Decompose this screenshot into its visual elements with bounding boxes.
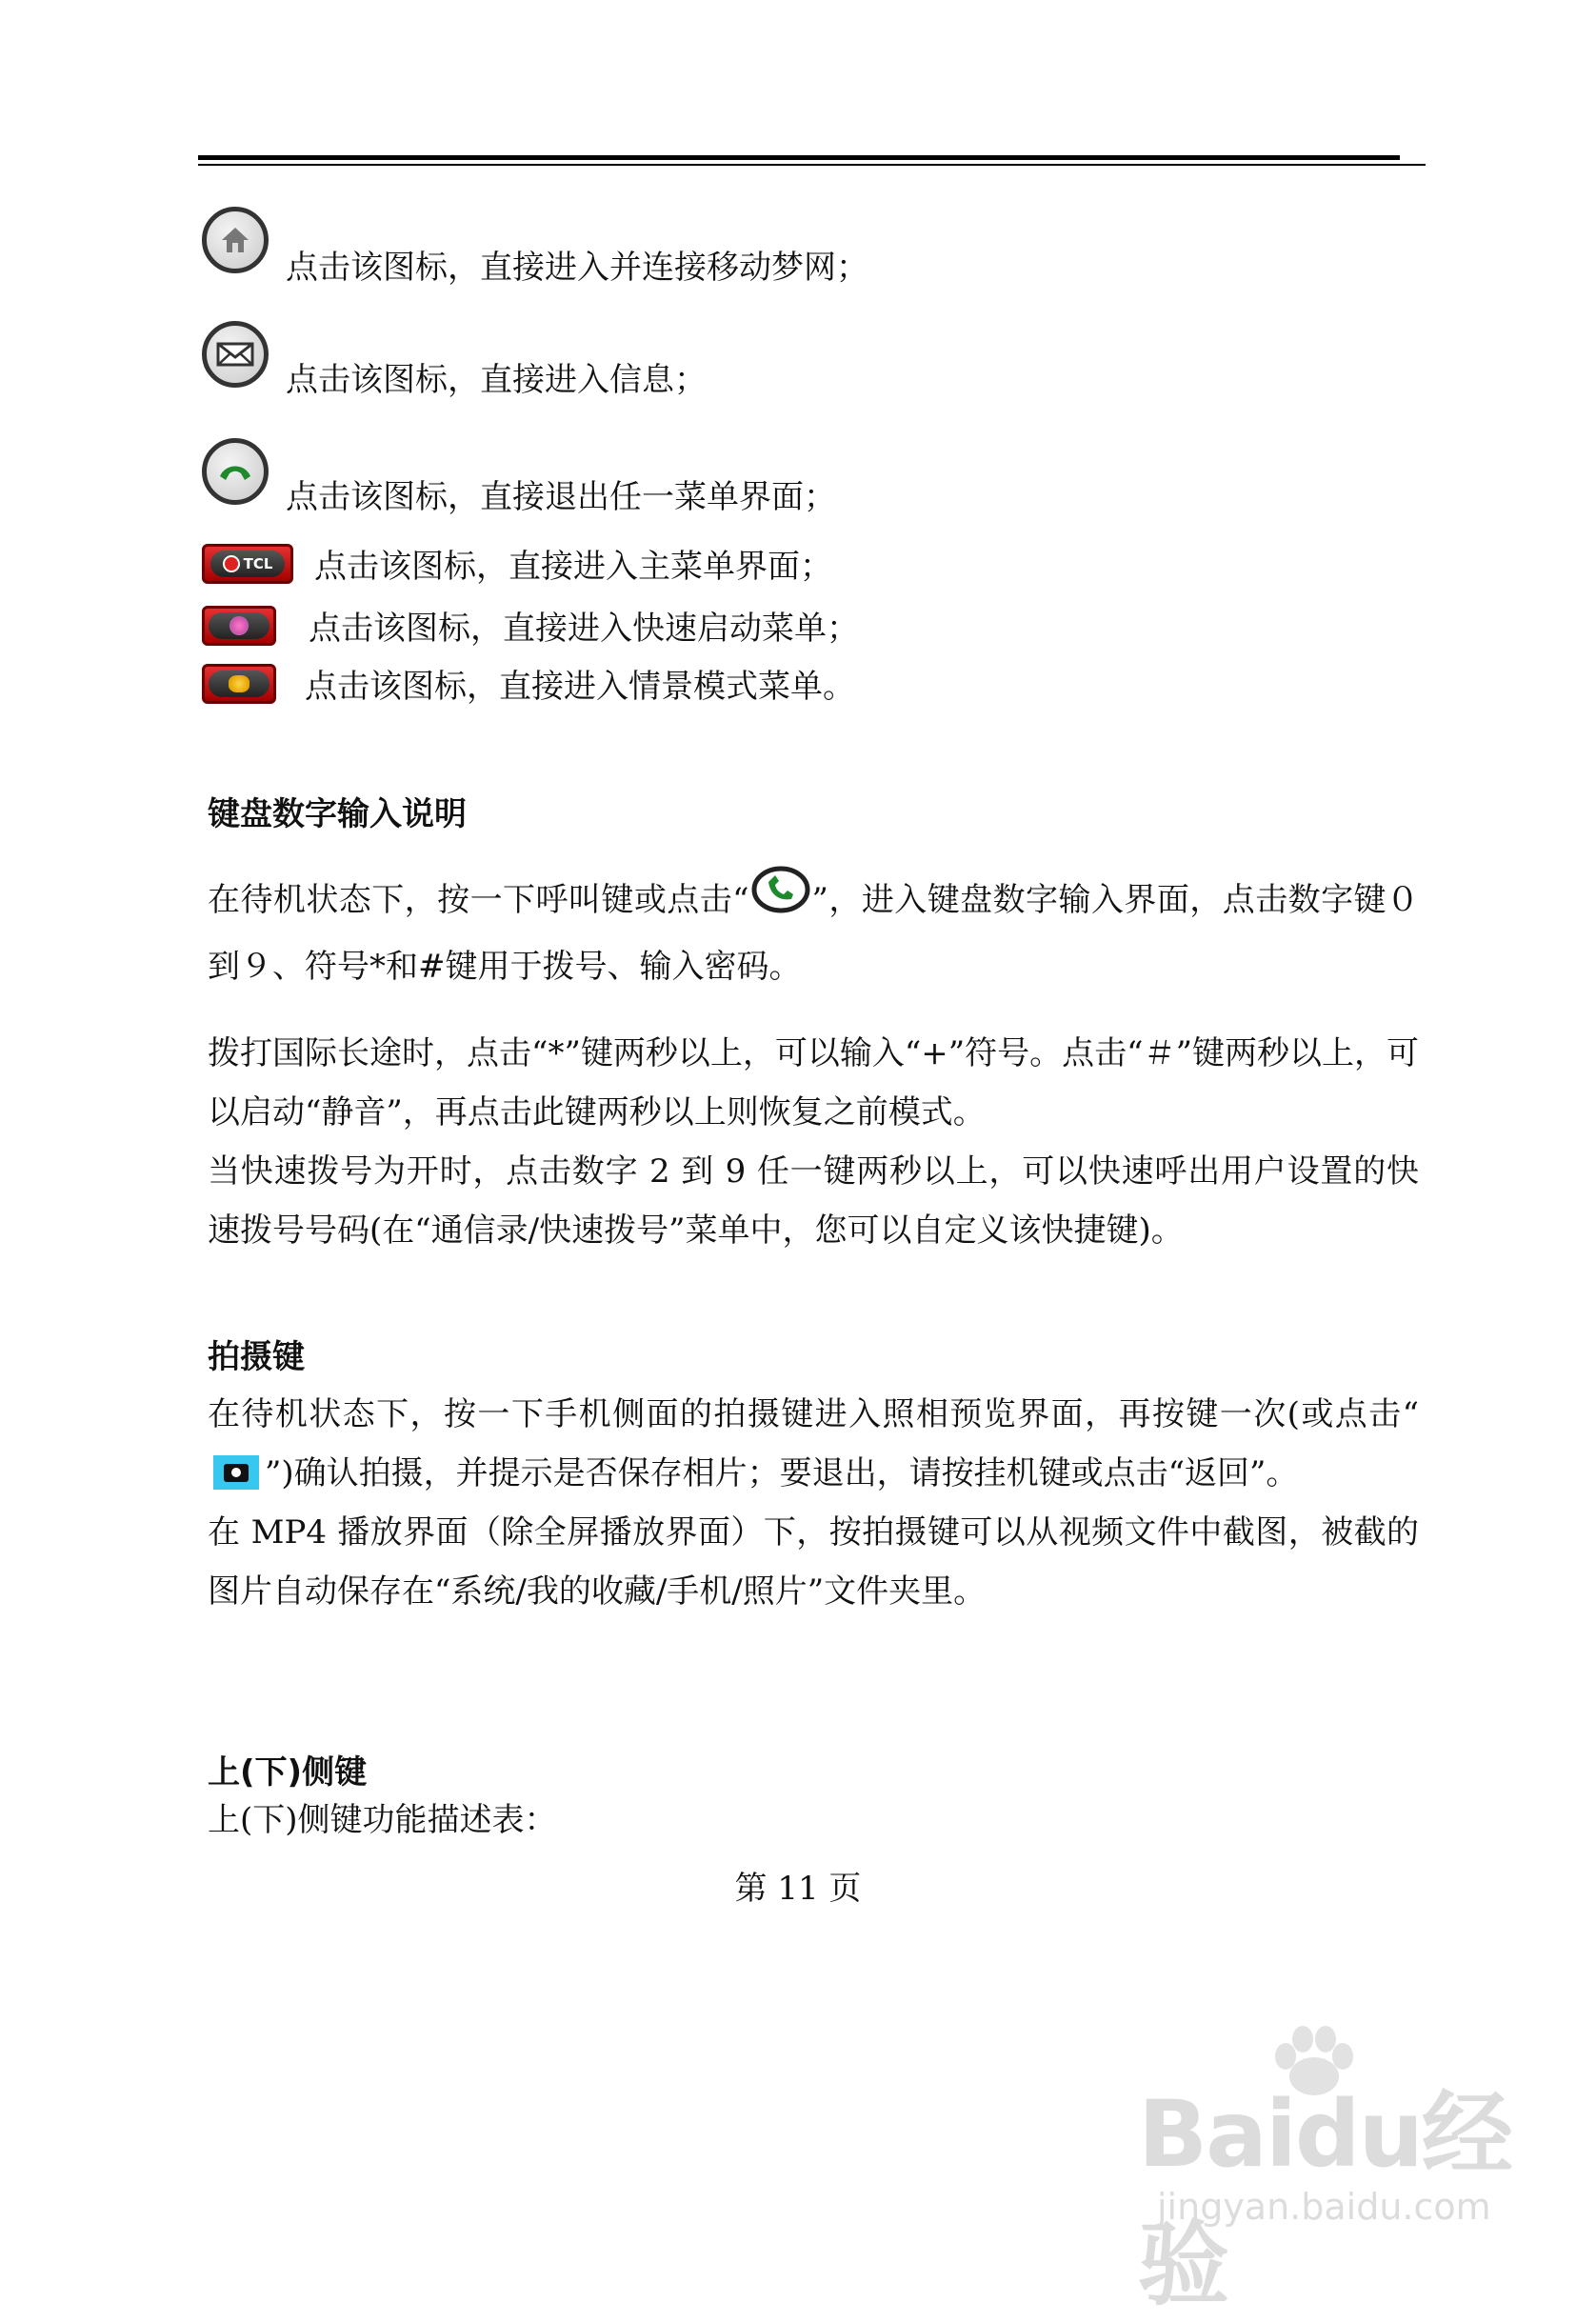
paragraph-keypad-3: 当快速拨号为开时，点击数字 2 到 9 任一键两秒以上，可以快速呼出用户设置的快速拨号号码(在“通信录/快速拨号”菜单中，您可以自定义该快捷键)。 <box>208 1152 1419 1250</box>
icon-item-text: 点击该图标，直接进入并连接移动梦网； <box>286 249 868 287</box>
hang-up-icon <box>202 438 269 505</box>
icon-item-message <box>202 321 707 399</box>
scene-mode-icon <box>202 664 276 704</box>
paragraph-keypad-2: 拨打国际长途时，点击“*”键两秒以上，可以输入“+”符号。点击“＃”键两秒以上，可以启动“静音”，再点击此键两秒以上则恢复之前模式。 <box>208 1034 1419 1131</box>
icon-item-text: 点击该图标，直接进入快速启动菜单； <box>309 610 859 648</box>
paragraph-camera-2: 在 MP4 播放界面（除全屏播放界面）下，按拍摄键可以从视频文件中截图，被截的图片自动保存在“系统/我的收藏/手机/照片”文件夹里。 <box>208 1513 1419 1611</box>
icon-item-scene-mode <box>202 664 855 704</box>
header-rule-thin <box>198 164 1426 166</box>
paragraph-camera-1: 在待机状态下，按一下手机侧面的拍摄键进入照相预览界面，再按键一次(或点击“”)确认拍摄，并提示是否保存相片；要退出，请按挂机键或点击“返回”。 <box>208 1395 1419 1492</box>
icon-item-text: 点击该图标，直接进入主菜单界面； <box>314 548 832 586</box>
call-icon <box>749 863 812 916</box>
header-rule <box>198 155 1400 160</box>
section-heading-side-keys: 上(下)侧键 <box>208 1753 368 1792</box>
page-number: 第 11 页 <box>734 1870 862 1908</box>
icon-item-text: 点击该图标，直接进入信息； <box>286 361 707 399</box>
tcl-icon: TCL <box>202 544 293 584</box>
icon-item-text: 点击该图标，直接退出任一菜单界面； <box>286 478 836 516</box>
icon-item-text: 点击该图标，直接进入情景模式菜单。 <box>305 668 855 706</box>
watermark <box>1138 2024 1519 2318</box>
icon-item-hangup <box>202 438 836 516</box>
icon-item-quick-start <box>202 606 859 646</box>
icon-item-home <box>202 207 868 287</box>
icon-item-tcl <box>202 544 832 584</box>
envelope-icon <box>202 321 269 388</box>
paragraph-side-keys: 上(下)侧键功能描述表： <box>208 1801 557 1839</box>
quick-start-icon <box>202 606 276 646</box>
camera-icon <box>213 1455 259 1490</box>
section-heading-keypad: 键盘数字输入说明 <box>208 795 467 833</box>
section-heading-camera: 拍摄键 <box>208 1338 305 1376</box>
watermark-url: jingyan.baidu.com <box>1157 2186 1491 2228</box>
paragraph-keypad-1: 在待机状态下，按一下呼叫键或点击“ ”，进入键盘数字输入界面，点击数字键０到９、符号*和#键用于拨号、输入密码。 <box>208 863 1419 1000</box>
watermark-logo-text: Baidu经验 <box>1138 2081 1511 2318</box>
home-icon <box>202 207 269 273</box>
